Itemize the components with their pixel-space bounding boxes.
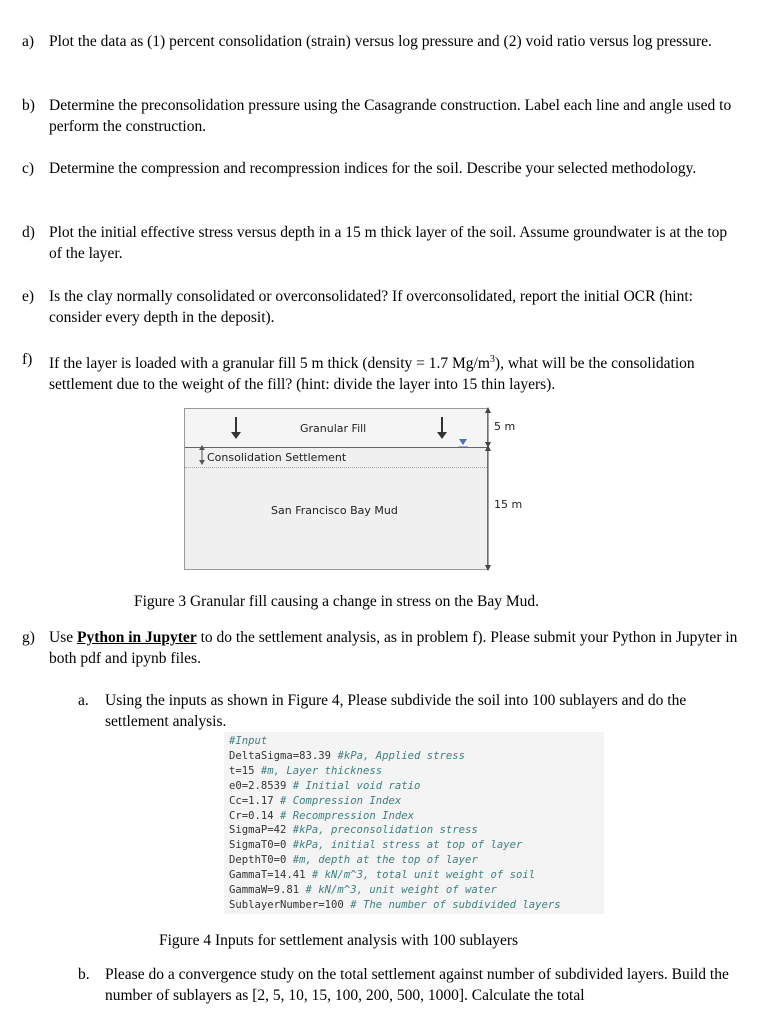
question-text-part: to do the settlement analysis, as in problem f). Please submit your Python in Jupyter in both pdf and ipynb files. bbox=[49, 629, 738, 667]
code-line bbox=[229, 734, 604, 749]
code-line bbox=[229, 838, 604, 853]
question-text-part: ), what will be the consolidation settlement due to the weight of the fill? (hint: divide the layer into 15 thin layers). bbox=[49, 355, 695, 394]
code-line bbox=[229, 898, 604, 913]
subquestion-text: Using the inputs as shown in Figure 4, Please subdivide the soil into 100 sublayers and do the settlement analysis. bbox=[105, 692, 687, 730]
code-comment: #kPa, Applied stress bbox=[337, 749, 465, 762]
code-comment: # The number of subdivided layers bbox=[350, 898, 561, 911]
code-comment: #kPa, initial stress at top of layer bbox=[292, 839, 523, 852]
code-line bbox=[229, 749, 604, 764]
dimension-line-15m bbox=[485, 445, 491, 571]
question-text: Plot the initial effective stress versus depth in a 15 m thick layer of the soil. Assume groundwater is at the top of the layer. bbox=[49, 224, 728, 262]
question-label: c) bbox=[22, 160, 35, 177]
code-comment: #m, depth at the top of layer bbox=[292, 854, 478, 867]
granular-fill-label: Granular Fill bbox=[300, 422, 367, 435]
code-comment: # Recompression Index bbox=[280, 809, 414, 822]
code-block bbox=[224, 732, 604, 914]
code-statement: GammaT=14.41 bbox=[229, 869, 312, 882]
question-text: Determine the compression and recompression indices for the soil. Describe your selected methodology. bbox=[49, 160, 697, 177]
question-label: f) bbox=[22, 351, 33, 368]
python-jupyter-link[interactable]: Python in Jupyter bbox=[76, 629, 197, 646]
code-line bbox=[229, 764, 604, 779]
dimension-label-5m: 5 m bbox=[494, 420, 516, 433]
code-statement: SigmaT0=0 bbox=[229, 839, 293, 852]
figure-3-caption: Figure 3 Granular fill causing a change in stress on the Bay Mud. bbox=[134, 593, 540, 610]
question-text: Plot the data as (1) percent consolidation (strain) versus log pressure and (2) void ratio versus log pressure. bbox=[49, 33, 712, 50]
load-arrow-icon bbox=[437, 417, 447, 439]
question-text-part: If the layer is loaded with a granular fill 5 m thick (density = 1.7 Mg/m bbox=[49, 355, 490, 373]
code-statement: DepthT0=0 bbox=[229, 854, 293, 867]
code-statement: SublayerNumber=100 bbox=[229, 898, 351, 911]
code-statement: SigmaP=42 bbox=[229, 824, 293, 837]
bay-mud-label: San Francisco Bay Mud bbox=[271, 504, 398, 517]
code-comment: # Compression Index bbox=[280, 794, 402, 807]
code-line bbox=[229, 883, 604, 898]
figure-3 bbox=[180, 405, 523, 575]
code-line bbox=[229, 853, 604, 868]
code-line bbox=[229, 809, 604, 824]
settlement-arrow-icon bbox=[199, 445, 205, 465]
code-line bbox=[229, 794, 604, 809]
subquestion-text: Please do a convergence study on the total settlement against number of subdivided layers. Build the number of sublayers as [2, 5, 10, 15, 100, 200, 500, 1000]. Calculate the total bbox=[105, 966, 729, 1004]
question-text: Is the clay normally consolidated or overconsolidated? If overconsolidated, report the initial OCR (hint: consider every depth in the deposit). bbox=[49, 288, 693, 326]
code-comment: # kN/m^3, unit weight of water bbox=[305, 884, 497, 897]
question-label: b) bbox=[22, 97, 35, 114]
figure-3-graphics bbox=[180, 405, 523, 575]
question-label: e) bbox=[22, 288, 35, 305]
code-statement: Cr=0.14 bbox=[229, 809, 281, 822]
code-comment: # kN/m^3, total unit weight of soil bbox=[311, 869, 536, 882]
code-comment: #Input bbox=[229, 735, 268, 747]
code-comment: #m, Layer thickness bbox=[260, 764, 383, 777]
code-statement: Cc=1.17 bbox=[229, 794, 281, 807]
question-label: d) bbox=[22, 224, 35, 241]
subquestion-label: a. bbox=[78, 692, 89, 709]
code-line bbox=[229, 779, 604, 794]
subquestion-label: b. bbox=[78, 966, 90, 983]
code-statement: GammaW=9.81 bbox=[229, 884, 306, 897]
load-arrow-icon bbox=[231, 417, 241, 439]
question-text: Determine the preconsolidation pressure using the Casagrande construction. Label each line and angle used to perform the construction. bbox=[49, 97, 732, 135]
code-line bbox=[229, 868, 604, 883]
code-line bbox=[229, 823, 604, 838]
code-statement: e0=2.8539 bbox=[229, 779, 293, 792]
code-lines bbox=[224, 732, 604, 913]
dimension-line-5m bbox=[485, 407, 491, 448]
code-statement: DeltaSigma=83.39 bbox=[229, 749, 338, 762]
code-comment: #kPa, preconsolidation stress bbox=[292, 824, 478, 837]
question-text bbox=[49, 349, 739, 395]
question-text-part: Use bbox=[49, 629, 77, 646]
question-label: g) bbox=[22, 629, 35, 646]
water-table-icon bbox=[458, 439, 468, 447]
code-comment: # Initial void ratio bbox=[292, 779, 421, 792]
consolidation-settlement-label: Consolidation Settlement bbox=[207, 451, 347, 464]
superscript: 3 bbox=[489, 354, 495, 365]
code-statement: t=15 bbox=[229, 764, 261, 777]
dimension-label-15m: 15 m bbox=[494, 498, 523, 511]
question-text bbox=[49, 627, 739, 669]
question-label: a) bbox=[22, 33, 35, 50]
figure-4-caption: Figure 4 Inputs for settlement analysis with 100 sublayers bbox=[159, 932, 519, 949]
